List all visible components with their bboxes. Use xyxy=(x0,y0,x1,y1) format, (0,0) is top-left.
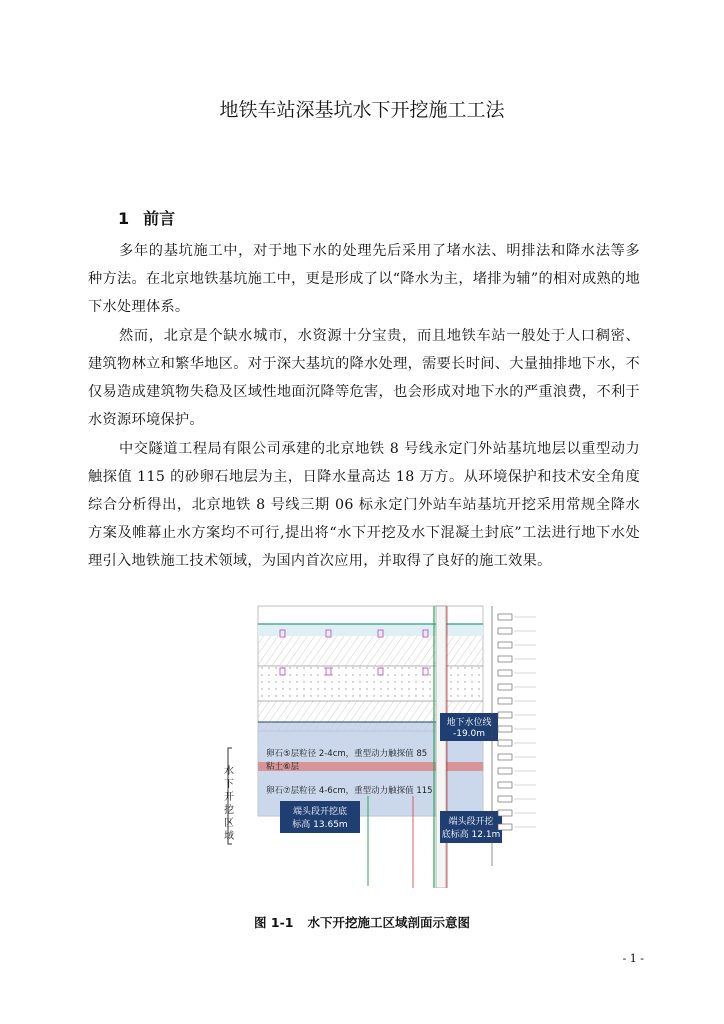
caption-text: 水下开挖施工区域剖面示意图 xyxy=(307,915,470,930)
retaining-pile xyxy=(436,606,446,888)
cross-section-figure xyxy=(218,596,548,888)
section-number: 1 xyxy=(118,209,130,228)
paragraph-2: 然而，北京是个缺水城市，水资源十分宝贵，而且地铁车站一般处于人口稠密、建筑物林立和繁华地区。对于深大基坑的降水处理，需要长时间、大量抽排地下水，不仅易造成建筑物失稳及区域性地面沉降等危害，也会形成对地下水的严重浪费，不利于水资源环境保护。 xyxy=(88,328,640,428)
left-box-label-1: 端头段开挖底 xyxy=(292,807,348,817)
layer-text-1: 卵石⑤层粒径 2-4cm，重型动力触探值 85 xyxy=(266,749,428,759)
side-bracket xyxy=(228,748,232,844)
right-box-label-1: 端头段开挖 xyxy=(448,817,494,827)
layer-text-3: 卵石⑦层粒径 4-6cm，重型动力触探值 115 xyxy=(266,786,433,796)
section-heading xyxy=(118,206,175,229)
water-level-label-2: -19.0m xyxy=(452,729,486,739)
fill-layer xyxy=(258,624,483,636)
legend-column xyxy=(498,614,512,830)
water-level-label-1: 地下水位线 xyxy=(446,718,492,728)
section-title: 前言 xyxy=(143,209,176,228)
figure-caption xyxy=(0,913,724,931)
dotted-layer-1 xyxy=(258,666,483,701)
hatched-layer-1 xyxy=(258,636,483,666)
figure-side-label: 水下开挖区域 xyxy=(224,766,234,842)
right-box-label-2: 底标高 12.1m xyxy=(441,830,501,840)
page-number: - 1 - xyxy=(622,952,644,965)
caption-number: 图 1-1 xyxy=(254,915,294,930)
layer-text-2: 粘土⑥层 xyxy=(266,762,300,772)
paragraph-3: 中交隧道工程局有限公司承建的北京地铁 8 号线永定门外站基坑地层以重型动力触探值 115 的砂卵石地层为主，日降水量高达 18 万方。从环境保护和技术安全角度综合分析得出，北京地铁 8 号线三期 06 标永定门外站车站基坑开挖采用常规全降水方案及帷幕止水方案均不可行,提出将“水下开挖及水下混凝土封底”工法进行地下水处理引入地铁施工技术领域，为国内首次应用，并取得了良好的施工效果。 xyxy=(88,441,640,569)
document-title: 地铁车站深基坑水下开挖施工工法 xyxy=(219,99,505,121)
paragraph-1: 多年的基坑施工中，对于地下水的处理先后采用了堵水法、明排法和降水法等多种方法。在北京地铁基坑施工中，更是形成了以“降水为主，堵排为辅”的相对成熟的地下水处理体系。 xyxy=(88,243,640,315)
left-box-label-2: 标高 13.65m xyxy=(292,820,348,830)
